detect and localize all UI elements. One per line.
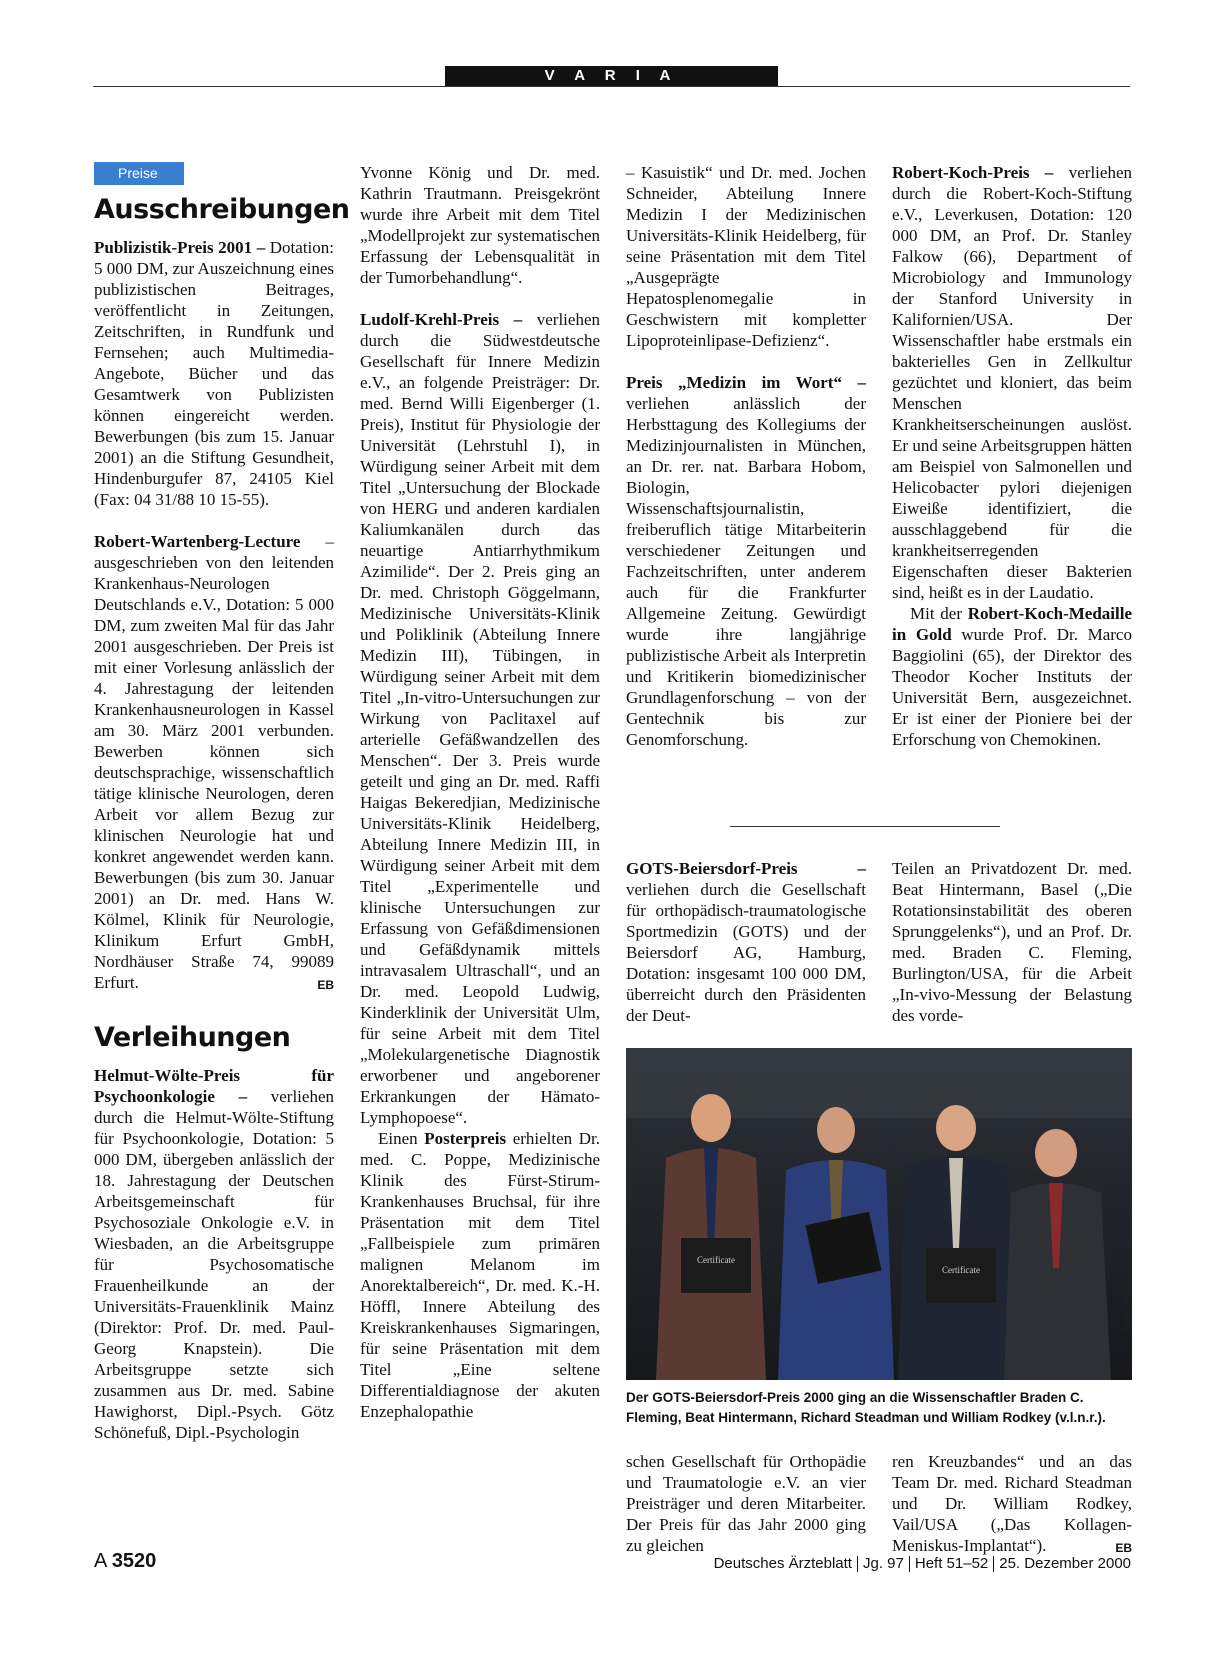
paragraph-posterpreis [360, 1128, 600, 1422]
paragraph-krehl-preis [360, 309, 600, 1128]
paragraph-gots-preis [626, 858, 866, 1026]
certificate-folder [681, 1238, 751, 1293]
paragraph-text: – ausgeschrieben von den leitenden Krankenhaus-Neurologen Deutschlands e.V., Dotation: 5 000 DM, zum zweiten Mal für das Jahr 2001 ausgeschrieben. Der Preis ist mit einer Vorlesung anlässlich der 4. Jahrestagung der leitenden Krankenhausneurologen in Kassel am 30. März 2001 verbunden. Bewerben können sich deutschsprachige, wissenschaftlich tätige klinische Neurologen, deren Arbeit vor allem Bezug zur klinischen Neurologie hat und konkret angewendet werden kann. Bewerbungen (bis zum 30. Januar 2001) an Dr. med. Hans W. Kölmel, Klinik für Neurologie, Klinikum Erfurt GmbH, Nordhäuser Straße 74, 99089 Erfurt. [94, 532, 334, 992]
section-tag: Preise [94, 162, 184, 185]
author-initials: EB [317, 978, 334, 992]
column-3 [626, 162, 866, 750]
prize-name: Robert-Wartenberg-Lecture [94, 532, 301, 551]
paragraph-continuation: schen Gesellschaft für Orthopädie und Traumatologie e.V. an vier Preisträger und deren Mitarbeiter. Der Preis für das Jahr 2000 ging zu gleichen [626, 1452, 866, 1555]
separator [993, 1556, 994, 1572]
prize-name: Helmut-Wölte-Preis für Psychoonkologie – [94, 1066, 334, 1106]
photo-caption: Der GOTS-Beiersdorf-Preis 2000 ging an die Wissenschaftler Braden C. Fleming, Beat Hintermann, Richard Steadman und William Rodkey (v.l.n.r.). [626, 1390, 1106, 1425]
paragraph-continuation [892, 1451, 1132, 1556]
paragraph-robert-koch-medaille [892, 603, 1132, 750]
paragraph-continuation: Teilen an Privatdozent Dr. med. Beat Hintermann, Basel („Die Rotationsinstabilität des oberen Sprunggelenks“), und an Prof. Dr. med. Braden C. Fleming, Burlington/USA, für die Arbeit „In-vivo-Messung der Belastung des vorde- [892, 859, 1132, 1025]
paragraph-text: Dotation: 5 000 DM, zur Auszeichnung eines publizistischen Beitrages, veröffentlicht in Zeitungen, Zeitschriften, in Rundfunk und Fernsehen; auch Multimedia-Angebote, Bücher und das Gesamtwerk von Publizisten können eingereicht werden. Bewerbungen (bis zum 15. Januar 2001) an die Stiftung Gesundheit, Hindenburgufer 87, 24105 Kiel (Fax: 04 31/88 10 15-55). [94, 238, 334, 509]
issue-date: 25. Dezember 2000 [999, 1555, 1131, 1572]
gots-bottom-left [626, 1451, 866, 1556]
volume: Jg. 97 [862, 1555, 904, 1572]
paragraph-text: verliehen anlässlich der Herbsttagung des Kollegiums der Medizinjournalisten in München, an Dr. rer. nat. Barbara Hobom, Biologin, Wissenschaftsjournalistin, freiberuflich tätige Mitarbeiterin verschiedener Zeitungen und Fachzeitschriften, unter anderem auch für die Frankfurter Allgemeine Zeitung. Gewürdigt wurde ihre langjährige publizistische Arbeit als Interpretin und Kritikerin biomedizinischer Grundlagenforschung – von der Gentechnik bis zur Genomforschung. [626, 394, 866, 749]
prize-name: Preis „Medizin im Wort“ – [626, 373, 866, 392]
issue: Heft 51–52 [914, 1555, 989, 1572]
separator [857, 1556, 858, 1572]
column-4 [892, 162, 1132, 750]
paragraph-continuation: Yvonne König und Dr. med. Kathrin Trautmann. Preisgekrönt wurde ihre Arbeit mit dem Titel „Modellprojekt zur systematischen Erfassung der Lebensqualität in der Tumorbehandlung“. [360, 163, 600, 287]
prize-name: GOTS-Beiersdorf-Preis – [626, 859, 866, 878]
column-2 [360, 162, 600, 1422]
paragraph-medizin-im-wort [626, 372, 866, 750]
prize-name: Publizistik-Preis 2001 – [94, 238, 266, 257]
photo-credit: Foto: privat [1122, 1279, 1133, 1330]
gots-bottom-right [892, 1451, 1132, 1559]
header-rule [93, 86, 1130, 87]
paragraph-text: verliehen durch die Robert-Koch-Stiftung e.V., Leverkusen, Dotation: 120 000 DM, an Prof. Dr. Stanley Falkow (66), Department of Microbiology and Immunology der Stanford University in Kalifornien/USA. Der Wissenschaftler habe erstmals ein bakterielles Gen in Zellkultur gezüchtet und kloniert, das beim Menschen Krankheitserscheinungen auslöst. Er und seine Arbeitsgruppen hätten am Beispiel von Salmonellen und Helicobacter pylori diejenigen Eiweiße identifiziert, die ausschlaggebend für die krankheitserregenden Eigenschaften dieser Bakterien sind, heißt es in der Laudatio. [892, 163, 1132, 602]
section-header: V A R I A [445, 66, 778, 86]
author-initials: EB [1115, 1541, 1132, 1555]
page-number-value: 3520 [111, 1550, 157, 1572]
paragraph-text: ren Kreuzbandes“ und an das Team Dr. med. Richard Steadman und Dr. William Rodkey, Vail/USA („Das Kollagen-Meniskus-Implantat“). [892, 1452, 1132, 1555]
paragraph-woelte-preis [94, 1065, 334, 1443]
divider-rule [730, 826, 1000, 827]
journal-name: Deutsches Ärzteblatt [713, 1555, 852, 1572]
paragraph-text: Einen [378, 1129, 425, 1148]
paragraph-robert-koch-preis [892, 162, 1132, 603]
paragraph-text: verliehen durch die Gesellschaft für orthopädisch-traumatologische Sportmedizin (GOTS) und der Beiersdorf AG, Hamburg, Dotation: insgesamt 100 000 DM, überreicht durch den Präsidenten der Deut- [626, 880, 866, 1025]
page-prefix: A [94, 1550, 107, 1572]
prize-name: Robert-Koch-Preis – [892, 163, 1054, 182]
prize-name: Robert-Koch-Medaille in Gold [892, 604, 1132, 644]
prize-name: Posterpreis [424, 1129, 507, 1148]
paragraph-publizistik-preis [94, 237, 334, 510]
page-number [94, 1550, 156, 1573]
paragraph-text: Mit der [910, 604, 968, 623]
paragraph-text: erhielten Dr. med. C. Poppe, Medizinische Klinik des Fürst-Stirum-Krankenhauses Bruchsal, für ihre Präsentation mit dem Titel „Fallbeispiele zum primären malignen Melanom im Anorektalbereich“, Dr. med. K.-H. Höffl, Innere Abteilung des Kreiskrankenhauses Sigmaringen, für seine Präsentation mit dem Titel „Eine seltene Differentialdiagnose der akuten Enzephalopathie [360, 1129, 600, 1421]
gots-column-right [892, 858, 1132, 1026]
paragraph-text: verliehen durch die Helmut-Wölte-Stiftung für Psychoonkologie, Dotation: 5 000 DM, übergeben anlässlich der 18. Jahrestagung der Deutschen Arbeitsgemeinschaft für Psychosoziale Onkologie e.V. in Wiesbaden, an die Arbeitsgruppe für Psychosomatische Frauenheilkunde an der Universitäts-Frauenklinik Mainz (Direktor: Prof. Dr. med. Paul-Georg Knapstein). Die Arbeitsgruppe setzte sich zusammen aus Dr. med. Sabine Hawighorst, Dipl.-Psych. Götz Schönefuß, Dipl.-Psychologin [94, 1087, 334, 1442]
paragraph-wartenberg [94, 531, 334, 993]
gots-column-left [626, 858, 866, 1026]
award-photo [626, 1048, 1132, 1380]
certificate-label: Certificate [697, 1255, 735, 1265]
certificate-label: Certificate [942, 1265, 980, 1275]
paragraph-text: wurde Prof. Dr. Marco Baggiolini (65), der Direktor des Theodor Kocher Instituts der Universität Bern, ausgezeichnet. Er ist einer der Pioniere bei der Erforschung von Chemokinen. [892, 625, 1132, 749]
heading-ausschreibungen: Ausschreibungen [94, 194, 350, 225]
photo-illustration [626, 1048, 1132, 1380]
heading-verleihungen: Verleihungen [94, 1022, 291, 1053]
footer-info [714, 1555, 1131, 1572]
paragraph-text: verliehen durch die Südwestdeutsche Gesellschaft für Innere Medizin e.V., an folgende Preisträger: Dr. med. Bernd Willi Eigenberger (1. Preis), Institut für Physiologie der Universität (Lehrstuhl I), in Würdigung seiner Arbeit mit dem Titel „Untersuchung der Blockade von HERG und anderen kardialen Kaliumkanälen durch das neuartige Antiarrhythmikum Azimilide“. Der 2. Preis ging an Dr. med. Christoph Göggelmann, Medizinische Universitäts-Klinik und Poliklinik (Abteilung Innere Medizin III), Tübingen, in Würdigung seiner Arbeit mit dem Titel „In-vitro-Untersuchungen zur Wirkung von Paclitaxel auf arterielle Gefäßwandzellen des Menschen“. Der 3. Preis wurde geteilt und ging an Dr. med. Raffi Haigas Bekeredjian, Medizinische Universitäts-Klinik Heidelberg, Abteilung Innere Medizin III, in Würdigung seiner Arbeit mit dem Titel „Experimentelle und klinische Untersuchungen zur Erfassung von Gefäßdimensionen und Gefäßdynamik mittels intravasalem Ultraschall“, und an Dr. med. Leopold Ludwig, Kinderklinik der Universität Ulm, für seine Arbeit mit dem Titel „Molekulargenetische Diagnostik erworbener und angeborener Erkrankungen der Hämato-Lymphopoese“. [360, 310, 600, 1127]
prize-name: Ludolf-Krehl-Preis – [360, 310, 523, 329]
separator [909, 1556, 910, 1572]
paragraph-continuation: – Kasuistik“ und Dr. med. Jochen Schneider, Abteilung Innere Medizin I der Medizinischen Universitäts-Klinik Heidelberg, für seine Präsentation mit dem Titel „Ausgeprägte Hepatosplenomegalie in Geschwistern mit kompletter Lipoproteinlipase-Defizienz“. [626, 163, 866, 350]
column-1 [94, 162, 350, 1443]
